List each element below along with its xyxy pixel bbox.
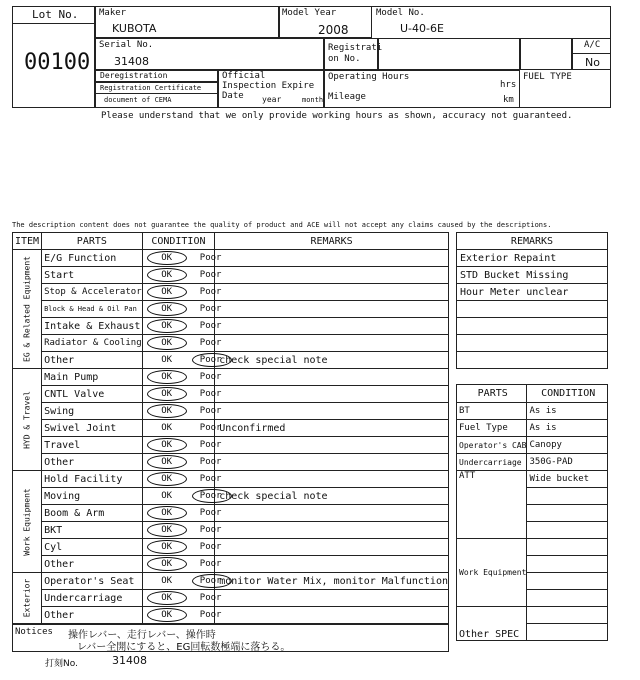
- ok-selected-circle: [147, 251, 187, 265]
- lot-number: 00100: [24, 50, 91, 75]
- ok-option[interactable]: OK: [161, 423, 173, 433]
- table-row: [13, 301, 449, 318]
- inspection-label: Official Inspection Expire Date: [222, 71, 315, 101]
- table-row: [13, 437, 449, 454]
- part-name: Undercarriage: [42, 590, 143, 607]
- part-name: Hold Facility: [42, 471, 143, 488]
- dereg-label: Deregistration: [100, 71, 168, 80]
- hrs-label: hrs: [500, 80, 517, 90]
- ok-option[interactable]: OK: [161, 525, 173, 535]
- part-name: Start: [42, 267, 143, 284]
- parts-row-condition: Wide bucket: [527, 471, 608, 488]
- table-row: [13, 284, 449, 301]
- remark-cell: [215, 267, 449, 284]
- ok-option[interactable]: OK: [161, 321, 173, 331]
- ok-selected-circle: [147, 387, 187, 401]
- poor-option[interactable]: Poor: [199, 389, 222, 399]
- remark-cell: [215, 505, 449, 522]
- ok-option[interactable]: OK: [161, 372, 173, 382]
- table-row: [13, 573, 449, 590]
- ok-selected-circle: [147, 438, 187, 452]
- ok-option[interactable]: OK: [161, 287, 173, 297]
- part-name: Block & Head & Oil Pan: [42, 301, 143, 318]
- part-name: Moving: [42, 488, 143, 505]
- condition-cell: [142, 284, 222, 301]
- condition-cell: [142, 505, 222, 522]
- parts-row-condition: As is: [527, 420, 608, 437]
- disclaimer: The description content does not guarantee the quality of product and ACE will not accept any claims caused by the descriptions.: [12, 221, 552, 229]
- ok-option[interactable]: OK: [161, 440, 173, 450]
- parts-table: [456, 384, 608, 641]
- km-label: km: [503, 95, 514, 105]
- ok-selected-circle: [147, 404, 187, 418]
- reg-blank-1: [378, 38, 520, 70]
- parts-row: [457, 471, 608, 488]
- ok-option[interactable]: OK: [161, 406, 173, 416]
- fuel-type-label: FUEL TYPE: [523, 72, 572, 82]
- table-row: [13, 454, 449, 471]
- poor-option[interactable]: Poor: [199, 474, 222, 484]
- condition-cell: [142, 386, 222, 403]
- condition-table-header: [13, 233, 449, 250]
- ac-value: No: [585, 56, 600, 69]
- ac-label: A/C: [584, 40, 601, 50]
- table-row: [13, 539, 449, 556]
- condition-cell: [142, 420, 222, 437]
- remarks-row: [457, 250, 608, 267]
- notices-line-2: レバー全開にすると、EG回転数極端に落ちる。: [77, 642, 291, 653]
- ok-option[interactable]: OK: [161, 355, 173, 365]
- ok-selected-circle: [147, 319, 187, 333]
- condition-cell: [142, 522, 222, 539]
- group-label: HYD & Travel: [22, 390, 32, 449]
- table-row: [13, 420, 449, 437]
- year-label: year: [262, 95, 282, 104]
- lot-label: Lot No.: [32, 8, 79, 21]
- group-label: Exterior: [22, 578, 32, 618]
- poor-option[interactable]: Poor: [199, 338, 222, 348]
- remarks-row: [457, 352, 608, 369]
- remark-cell: [215, 301, 449, 318]
- part-name: Radiator & Cooling: [42, 335, 143, 352]
- condition-cell: [142, 301, 222, 318]
- poor-option[interactable]: Poor: [199, 406, 222, 416]
- part-name: Stop & Accelerator: [42, 284, 143, 301]
- table-row: [13, 267, 449, 284]
- poor-option[interactable]: Poor: [199, 423, 222, 433]
- ok-selected-circle: [147, 540, 187, 554]
- remarks-table: [456, 232, 608, 369]
- ok-option[interactable]: OK: [161, 389, 173, 399]
- condition-cell: [142, 607, 222, 624]
- remark-cell: monitor Water Mix, monitor Malfunction: [215, 573, 449, 590]
- maker-label: Maker: [99, 8, 127, 18]
- cema-label: document of CEMA: [104, 96, 172, 104]
- group-label: Work Equipment: [22, 487, 32, 556]
- ok-option[interactable]: OK: [161, 253, 173, 263]
- condition-cell: [142, 590, 222, 607]
- part-name: Other: [42, 454, 143, 471]
- poor-option[interactable]: Poor: [199, 491, 222, 501]
- remarks-row: [457, 318, 608, 335]
- table-row: [13, 250, 449, 267]
- remark-cell: [215, 369, 449, 386]
- group-cell: [13, 369, 42, 471]
- parts-row-part: Undercarriage: [457, 454, 527, 471]
- poor-option[interactable]: Poor: [199, 253, 222, 263]
- remark-cell: [215, 607, 449, 624]
- ok-option[interactable]: OK: [161, 457, 173, 467]
- ok-selected-circle: [147, 268, 187, 282]
- ok-option[interactable]: OK: [161, 304, 173, 314]
- condition-cell: [142, 250, 222, 267]
- ok-option[interactable]: OK: [161, 338, 173, 348]
- hours-notice: Please understand that we only provide working hours as shown, accuracy not guaranteed.: [101, 111, 573, 121]
- ok-selected-circle: [147, 302, 187, 316]
- table-row: [13, 556, 449, 573]
- ok-selected-circle: [147, 591, 187, 605]
- parts-row: [457, 607, 608, 624]
- parts-row-blank-cell: [527, 624, 608, 641]
- ok-option[interactable]: OK: [161, 542, 173, 552]
- remark-cell: [215, 471, 449, 488]
- condition-header: CONDITION: [142, 233, 215, 250]
- poor-selected-circle: [192, 574, 232, 588]
- notices-line-1: 操作レバー、走行レバー、操作時: [68, 630, 216, 641]
- part-name: Main Pump: [42, 369, 143, 386]
- parts-row-blank-cell: [527, 505, 608, 522]
- part-name: Intake & Exhaust: [42, 318, 143, 335]
- condition-cell: [142, 318, 222, 335]
- table-row: [13, 505, 449, 522]
- parts-row: [457, 539, 608, 556]
- remark-cell: [215, 403, 449, 420]
- remarks-line: Exterior Repaint: [457, 250, 608, 267]
- stamp-value: 31408: [112, 654, 147, 667]
- ok-selected-circle: [147, 523, 187, 537]
- part-name: Other: [42, 607, 143, 624]
- ok-option[interactable]: OK: [161, 559, 173, 569]
- poor-option[interactable]: Poor: [199, 542, 222, 552]
- condition-cell: [142, 403, 222, 420]
- ok-selected-circle: [147, 370, 187, 384]
- remark-cell: Unconfirmed: [215, 420, 449, 437]
- remarks-line: [457, 301, 608, 318]
- poor-option[interactable]: Poor: [199, 321, 222, 331]
- reg-blank-2: [520, 38, 572, 70]
- condition-cell: [142, 573, 222, 590]
- parts-row-blank-cell: [527, 590, 608, 607]
- poor-selected-circle: [192, 353, 232, 367]
- remark-cell: [215, 556, 449, 573]
- group-cell: [13, 471, 42, 573]
- mileage-label: Mileage: [328, 92, 366, 102]
- part-name: Operator's Seat: [42, 573, 143, 590]
- parts-row-condition: 350G-PAD: [527, 454, 608, 471]
- ok-option[interactable]: OK: [161, 593, 173, 603]
- model-year-value: 2008: [318, 23, 349, 37]
- remark-cell: [215, 590, 449, 607]
- condition-cell: [142, 556, 222, 573]
- group-cell: [13, 573, 42, 624]
- stamp-label: 打刻No.: [45, 659, 78, 669]
- op-hours-label: Operating Hours: [328, 72, 410, 82]
- parts-row-part: BT: [457, 403, 527, 420]
- remarks-header: REMARKS: [215, 233, 449, 250]
- ok-selected-circle: [147, 336, 187, 350]
- poor-option[interactable]: Poor: [199, 372, 222, 382]
- registration-label: Registrati on No.: [328, 43, 383, 64]
- ok-selected-circle: [147, 472, 187, 486]
- ok-selected-circle: [147, 608, 187, 622]
- reg-cert-label: Registration Certificate: [100, 84, 202, 92]
- parts-row-condition: As is: [527, 403, 608, 420]
- condition-cell: [142, 488, 222, 505]
- model-year-label: Model Year: [282, 8, 337, 18]
- condition-cell: [142, 539, 222, 556]
- remarks-row: [457, 301, 608, 318]
- remarks-line: [457, 335, 608, 352]
- condition-cell: [142, 352, 222, 369]
- parts-row-blank-cell: [527, 573, 608, 590]
- table-row: [13, 318, 449, 335]
- remarks-row: [457, 267, 608, 284]
- remarks-table-header: REMARKS: [457, 233, 608, 250]
- condition-cell: [142, 369, 222, 386]
- poor-option[interactable]: Poor: [199, 508, 222, 518]
- remarks-line: [457, 318, 608, 335]
- remark-cell: [215, 386, 449, 403]
- ok-option[interactable]: OK: [161, 610, 173, 620]
- parts-row-blank-cell: [527, 539, 608, 556]
- ok-selected-circle: [147, 506, 187, 520]
- parts-row: [457, 454, 608, 471]
- poor-selected-circle: [192, 489, 232, 503]
- poor-option[interactable]: Poor: [199, 287, 222, 297]
- remark-cell: [215, 522, 449, 539]
- part-name: Travel: [42, 437, 143, 454]
- part-name: Other: [42, 556, 143, 573]
- group-label: EG & Related Equipment: [22, 256, 32, 362]
- parts-table-condition-header: CONDITION: [527, 385, 608, 403]
- table-row: [13, 403, 449, 420]
- parts-header: PARTS: [42, 233, 143, 250]
- table-row: [13, 590, 449, 607]
- poor-option[interactable]: Poor: [199, 457, 222, 467]
- condition-cell: [142, 471, 222, 488]
- remarks-line: Hour Meter unclear: [457, 284, 608, 301]
- poor-option[interactable]: Poor: [199, 355, 222, 365]
- ok-selected-circle: [147, 455, 187, 469]
- serial-value: 31408: [114, 55, 149, 68]
- month-label: month: [302, 96, 324, 104]
- poor-option[interactable]: Poor: [199, 270, 222, 280]
- parts-row-blank-cell: [527, 607, 608, 624]
- remark-cell: [215, 437, 449, 454]
- model-no-value: U-40-6E: [400, 22, 444, 35]
- other-spec-label: Other SPEC: [457, 607, 527, 641]
- part-name: E/G Function: [42, 250, 143, 267]
- condition-cell: [142, 267, 222, 284]
- group-cell: [13, 250, 42, 369]
- remark-cell: [215, 539, 449, 556]
- ok-option[interactable]: OK: [161, 491, 173, 501]
- parts-row-blank-cell: [527, 556, 608, 573]
- parts-row: [457, 403, 608, 420]
- table-row: [13, 522, 449, 539]
- part-name: Other: [42, 352, 143, 369]
- table-row: [13, 369, 449, 386]
- remark-cell: [215, 250, 449, 267]
- serial-label: Serial No.: [99, 40, 154, 50]
- item-header: ITEM: [13, 233, 42, 250]
- poor-option[interactable]: Poor: [199, 610, 222, 620]
- parts-row-condition: Canopy: [527, 437, 608, 454]
- table-row: [13, 386, 449, 403]
- ok-selected-circle: [147, 557, 187, 571]
- notices-label: Notices: [15, 627, 53, 637]
- remark-cell: [215, 335, 449, 352]
- parts-row-part: ATT: [457, 471, 527, 539]
- condition-cell: [142, 437, 222, 454]
- condition-table: [12, 232, 449, 624]
- ok-option[interactable]: OK: [161, 474, 173, 484]
- remark-cell: [215, 454, 449, 471]
- part-name: Cyl: [42, 539, 143, 556]
- remark-cell: [215, 318, 449, 335]
- model-no-label: Model No.: [376, 8, 425, 18]
- table-row: [13, 352, 449, 369]
- poor-option[interactable]: Poor: [199, 559, 222, 569]
- condition-cell: [142, 335, 222, 352]
- parts-row-part: Fuel Type: [457, 420, 527, 437]
- ok-option[interactable]: OK: [161, 576, 173, 586]
- parts-row-part: Operator's CAB: [457, 437, 527, 454]
- poor-option[interactable]: Poor: [199, 593, 222, 603]
- part-name: BKT: [42, 522, 143, 539]
- work-equipment-label: Work Equipment: [457, 539, 527, 607]
- part-name: Swing: [42, 403, 143, 420]
- remarks-row: [457, 335, 608, 352]
- remark-cell: check special note: [215, 488, 449, 505]
- remark-cell: [215, 284, 449, 301]
- condition-cell: [142, 454, 222, 471]
- parts-table-parts-header: PARTS: [457, 385, 527, 403]
- table-row: [13, 607, 449, 624]
- part-name: Swivel Joint: [42, 420, 143, 437]
- ok-option[interactable]: OK: [161, 508, 173, 518]
- maker-value: KUBOTA: [112, 22, 157, 35]
- parts-row-blank-cell: [527, 522, 608, 539]
- part-name: CNTL Valve: [42, 386, 143, 403]
- table-row: [13, 488, 449, 505]
- poor-option[interactable]: Poor: [199, 576, 222, 586]
- poor-option[interactable]: Poor: [199, 525, 222, 535]
- ok-option[interactable]: OK: [161, 270, 173, 280]
- table-row: [13, 335, 449, 352]
- remarks-line: [457, 352, 608, 369]
- table-row: [13, 471, 449, 488]
- parts-row: [457, 437, 608, 454]
- parts-row-blank-cell: [527, 488, 608, 505]
- poor-option[interactable]: Poor: [199, 304, 222, 314]
- part-name: Boom & Arm: [42, 505, 143, 522]
- parts-row: [457, 420, 608, 437]
- poor-option[interactable]: Poor: [199, 440, 222, 450]
- remarks-row: [457, 284, 608, 301]
- remarks-line: STD Bucket Missing: [457, 267, 608, 284]
- ok-selected-circle: [147, 285, 187, 299]
- remark-cell: check special note: [215, 352, 449, 369]
